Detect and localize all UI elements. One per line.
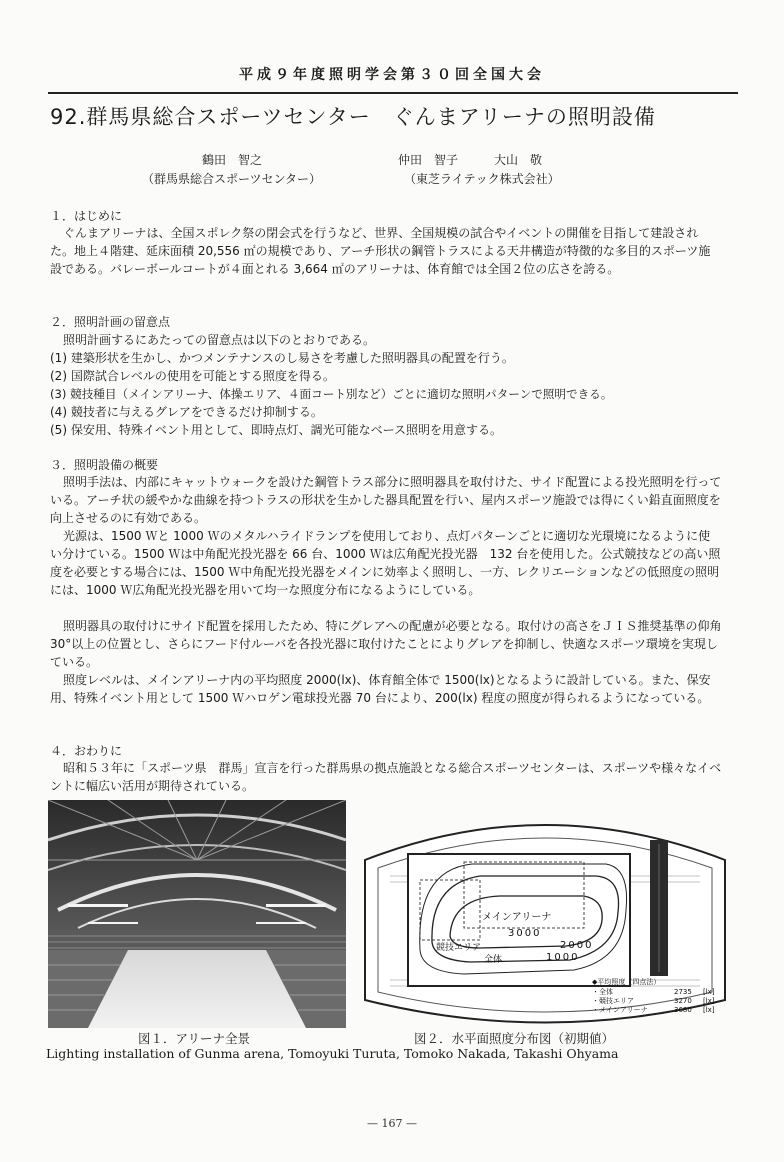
legend-row-unit: [lx] <box>703 997 715 1005</box>
author-right-names: 仲田 智子 大山 敬 <box>398 153 543 167</box>
section-2-item-3: (3) 競技種目（メインアリーナ、体操エリア、４面コート別など）ごとに適切な照明パターンで照明できる。 <box>50 387 613 401</box>
label-gymnastics-area: 競技エリア <box>436 943 482 953</box>
legend-row-value: 3270 <box>674 997 692 1005</box>
paper-title: 92.群馬県総合スポーツセンター ぐんまアリーナの照明設備 <box>50 105 656 129</box>
contour-label-3000: 3000 <box>508 928 542 939</box>
section-2-item-1: (1) 建築形状を生かし、かつメンテナンスのし易さを考慮した照明器具の配置を行う。 <box>50 351 514 365</box>
legend-title: ◆平均照度（四点法） <box>592 978 661 986</box>
section-3-paragraph-1: 照明手法は、内部にキャットウォークを設けた鋼管トラス部分に照明器具を取付けた、サイド配置による投光照明を行っている。アーチ状の緩やかな曲線を持つトラスの形状を生かした器具配置を行い、屋内スポーツ施設では得にくい鉛直面照度を向上させるのに有効である。 <box>50 475 722 525</box>
contour-label-1000: 1000 <box>546 952 580 963</box>
figure-1-caption: 図１．アリーナ全景 <box>138 1031 251 1046</box>
legend-row-name: ・全体 <box>592 988 613 996</box>
section-2-item-2: (2) 国際試合レベルの使用を可能とする照度を得る。 <box>50 369 335 383</box>
section-3-paragraph-3: 照明器具の取付けにサイド配置を採用したため、特にグレアへの配慮が必要となる。取付けの高さをＪＩＳ推奨基準の仰角 30°以上の位置とし、さらにフード付ルーバを各投光器に取付けたことによりグレアを抑制し、快適なスポーツ環境を実現している。 <box>50 619 722 669</box>
legend-row-name: ・競技エリア <box>592 997 634 1005</box>
author-left-affiliation: （群馬県総合スポーツセンター） <box>142 172 322 186</box>
legend-row-name: ・メインアリーナ <box>592 1006 648 1014</box>
header-rule <box>48 92 738 94</box>
page-number: — 167 — <box>367 1117 417 1130</box>
legend-row-value: 2735 <box>674 988 692 996</box>
legend-row-unit: [lx] <box>703 988 715 996</box>
section-3-paragraph-4: 照度レベルは、メインアリーナ内の平均照度 2000(lx)、体育館全体で 1500(lx)となるように設計している。また、保安用、特殊イベント用として 1500 Ｗハロゲン電球投光器 70 台により、200(lx) 程度の照度が得られるようになっている。 <box>50 673 711 705</box>
section-1-text: ぐんまアリーナは、全国スポレク祭の閉会式を行うなど、世界、全国規模の試合やイベントの開催を目指して建設された。地上４階建、延床面積 20,556 ㎡の規模であり、アーチ形状の鋼管トラスによる天井構造が特徴的な多目的スポーツ施設である。バレーボールコートが４面とれる 3,664 ㎡のアリーナは、体育館では全国２位の広さを誇る。 <box>50 226 711 276</box>
figure-2-caption: 図２．水平面照度分布図（初期値） <box>414 1031 615 1046</box>
section-4-heading: ４．おわりに <box>50 744 123 758</box>
illuminance-plan-drawing <box>360 800 730 1028</box>
conference-header: 平成９年度照明学会第３０回全国大会 <box>239 67 545 83</box>
author-left-names: 鶴田 智之 <box>202 153 263 167</box>
section-2-intro: 照明計画するにあたっての留意点は以下のとおりである。 <box>63 333 376 347</box>
figure-1-arena-photo <box>48 800 346 1028</box>
section-1-heading: １．はじめに <box>50 209 123 223</box>
label-whole: 全体 <box>484 955 503 965</box>
arena-photo-illustration <box>48 800 346 1028</box>
contour-label-2000: 2000 <box>560 940 594 951</box>
legend-row-unit: [lx] <box>703 1006 715 1014</box>
section-2-item-4: (4) 競技者に与えるグレアをできるだけ抑制する。 <box>50 405 323 419</box>
section-3-paragraph-2: 光源は、1500 Ｗと 1000 Ｗのメタルハライドランプを使用しており、点灯パターンごとに適切な光環境になるように使い分けている。1500 Ｗは中角配光投光器を 66 台、1000 Ｗは広角配光投光器 132 台を使用した。公式競技などの高い照度を必要とする場合には、1500 Ｗ中角配光投光器をメインに効率よく照明し、一方、レクリエーションなどの低照度の照明には、1000 Ｗ広角配光投光器を用いて均一な照度分布になるようにしている。 <box>50 529 721 597</box>
label-main-arena: メインアリーナ <box>482 912 552 923</box>
figure-2-illuminance-plan <box>360 800 730 1028</box>
section-3-heading: ３．照明設備の概要 <box>50 458 159 472</box>
english-title: Lighting installation of Gunma arena, Tomoyuki Turuta, Tomoko Nakada, Takashi Ohyama <box>46 1046 619 1061</box>
legend-row-value: 3680 <box>674 1006 692 1014</box>
section-4-text: 昭和５３年に「スポーツ県 群馬」宣言を行った群馬県の拠点施設となる総合スポーツセンターは、スポーツや様々なイベントに幅広い活用が期待されている。 <box>50 761 722 793</box>
section-2-item-5: (5) 保安用、特殊イベント用として、即時点灯、調光可能なベース照明を用意する。 <box>50 423 502 437</box>
author-right-affiliation: （東芝ライテック株式会社） <box>404 172 560 186</box>
section-2-heading: ２．照明計画の留意点 <box>50 315 171 329</box>
